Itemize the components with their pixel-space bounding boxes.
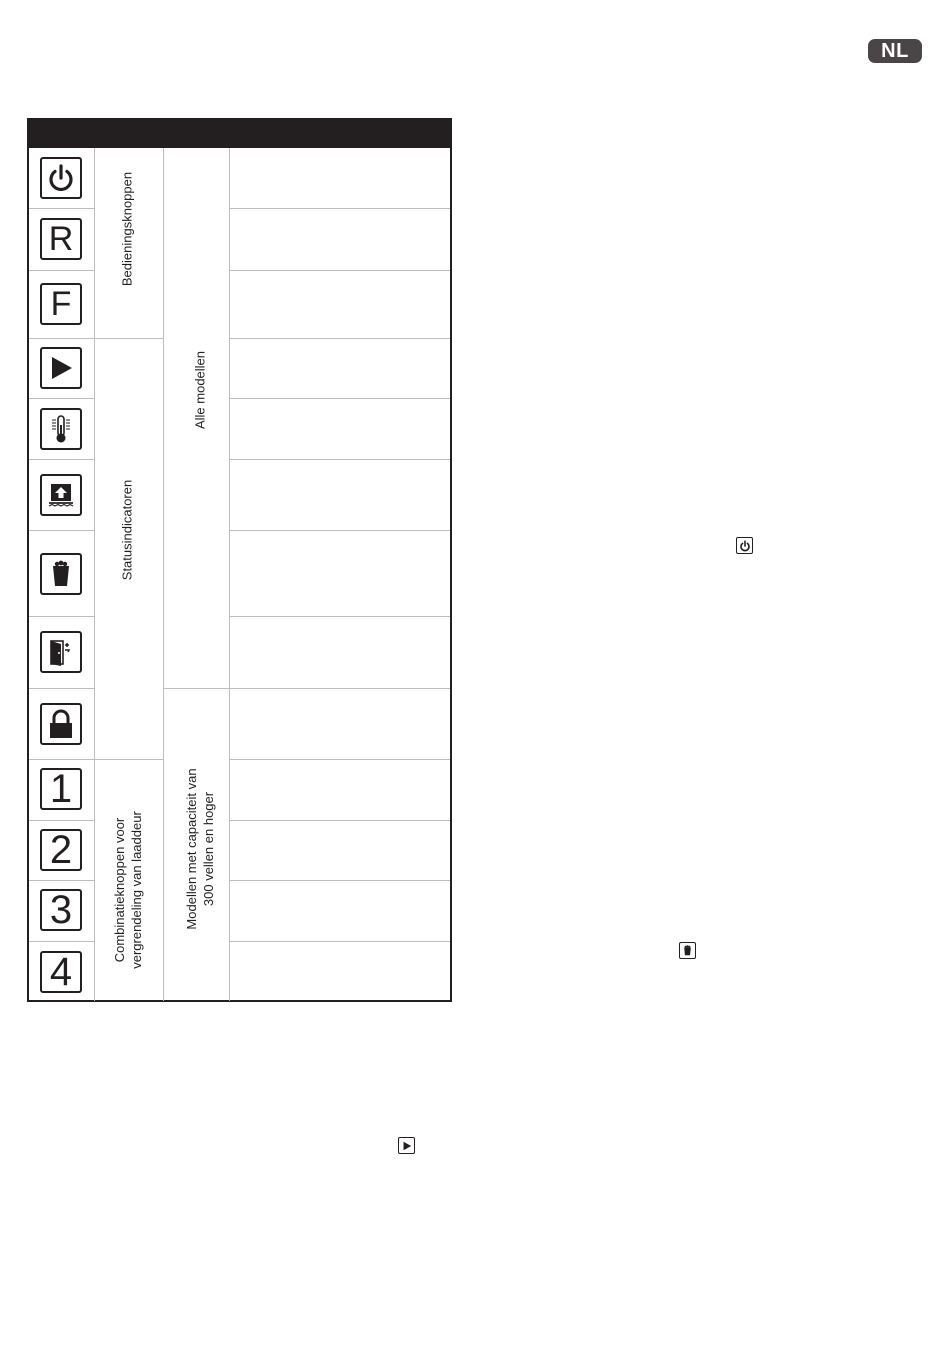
combination-buttons-line1: Combinatieknoppen voor: [112, 817, 127, 963]
door-open-icon: [40, 631, 82, 673]
play-icon: [398, 1137, 415, 1154]
bin-full-icon: [679, 942, 696, 959]
digit-1-icon: 1: [40, 768, 82, 810]
group-label-control-buttons: Bedieningsknoppen: [119, 171, 135, 287]
model-label-large-capacity: [183, 768, 217, 929]
group-label-status-indicators: Statusindicatoren: [119, 479, 135, 581]
digit-4-icon: 4: [40, 951, 82, 993]
group-label-combination-buttons: [111, 811, 145, 969]
language-badge: NL: [868, 39, 922, 63]
digit-3-icon: 3: [40, 889, 82, 931]
paper-jam-icon: [40, 474, 82, 516]
play-icon: [40, 347, 82, 389]
large-models-line1: Modellen met capaciteit van: [184, 768, 199, 930]
model-label-all-models: Alle modellen: [192, 350, 208, 430]
combination-buttons-line2: vergrendeling van laaddeur: [129, 811, 144, 969]
large-models-line2: 300 vellen en hoger: [201, 791, 216, 907]
forward-icon: F: [40, 283, 82, 325]
power-icon: [40, 157, 82, 199]
power-icon: [736, 537, 753, 554]
thermometer-icon: [40, 408, 82, 450]
bin-full-icon: [40, 553, 82, 595]
lock-icon: [40, 703, 82, 745]
digit-2-icon: 2: [40, 829, 82, 871]
reverse-icon: R: [40, 218, 82, 260]
